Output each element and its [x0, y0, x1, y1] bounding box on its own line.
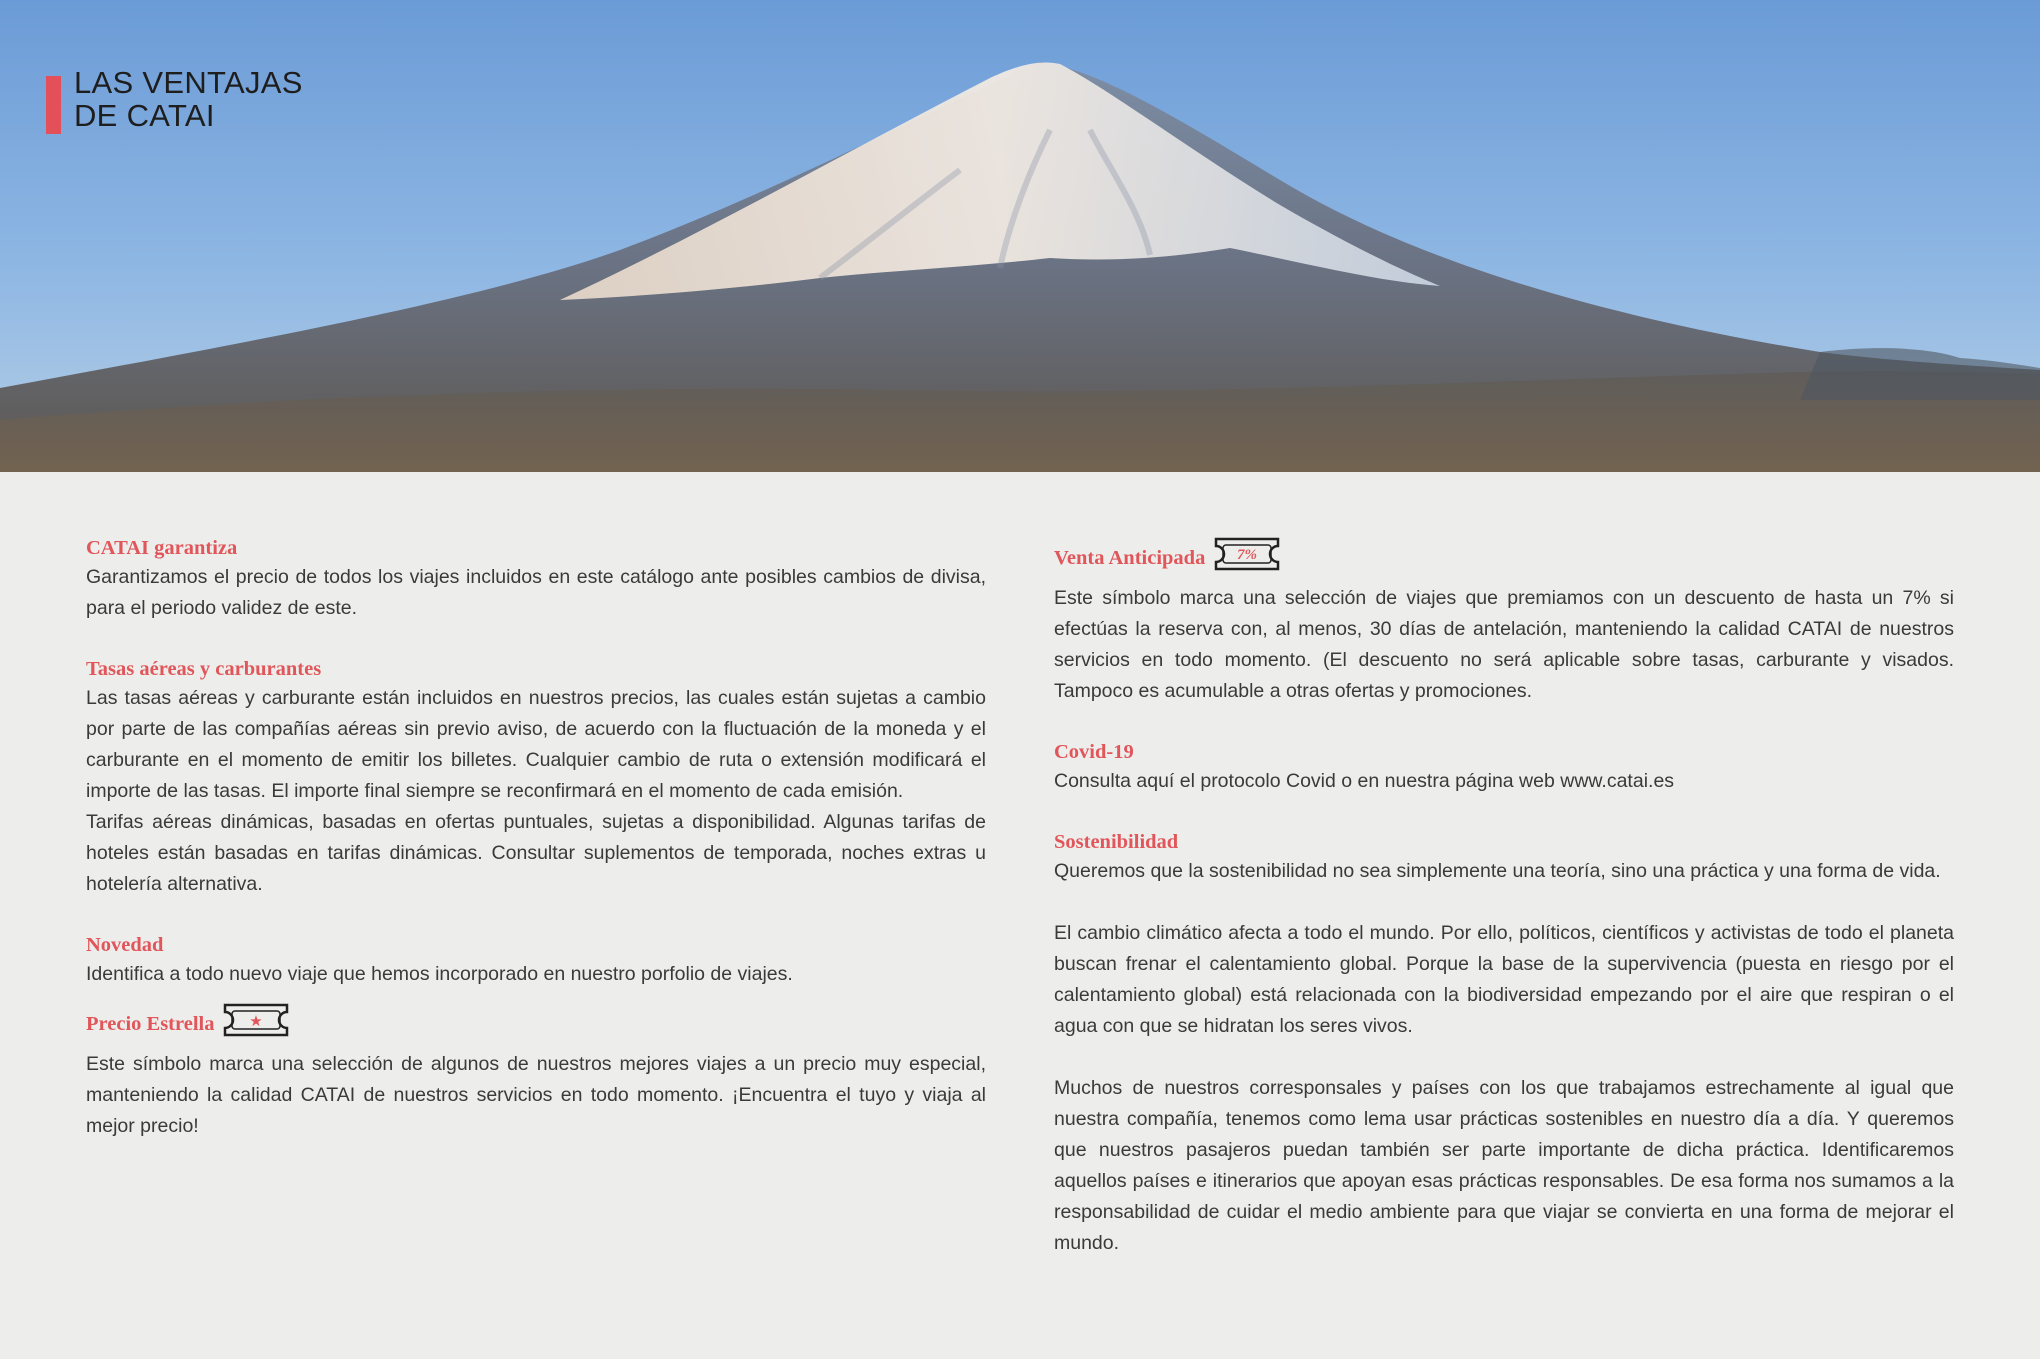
text-sostenibilidad-2: El cambio climático afecta a todo el mundo. Por ello, políticos, científicos y activistas de todo el planeta buscan frenar el calentamiento global. Porque la base de la supervivencia (puesta en riesgo por el calentamiento global) está relacionada con la biodiversidad empezando por el aire que respiran o el agua con que se hidratan los seres vivos.	[1054, 922, 1954, 1037]
text-garantiza: Garantizamos el precio de todos los viajes incluidos en este catálogo ante posibles cambios de divisa, para el periodo validez de este.	[86, 566, 986, 619]
page-title	[46, 66, 303, 134]
title-line-2: DE CATAI	[74, 98, 215, 133]
section-covid	[1054, 738, 1954, 797]
discount-label: 7%	[1237, 547, 1258, 563]
discount-ticket-icon	[1212, 536, 1282, 580]
section-estrella	[86, 1004, 986, 1142]
heading-covid: Covid-19	[1054, 741, 1134, 763]
star-glyph: ★	[249, 1012, 264, 1030]
right-column	[1054, 538, 1954, 1290]
text-venta: Este símbolo marca una selección de viajes que premiamos con un descuento de hasta un 7% si efectúas la reserva con, al menos, 30 días de antelación, manteniendo la calidad CATAI de nuestros servicios en todo momento. (El descuento no será aplicable sobre tasas, carburante y visados. Tampoco es acumulable a otras ofertas y promociones.	[1054, 587, 1954, 702]
heading-venta: Venta Anticipada	[1054, 547, 1206, 569]
title-accent-bar	[46, 76, 61, 134]
title-line-1: LAS VENTAJAS	[74, 65, 303, 100]
left-column	[86, 534, 986, 1173]
text-sostenibilidad-1: Queremos que la sostenibilidad no sea simplemente una teoría, sino una práctica y una forma de vida.	[1054, 860, 1941, 882]
section-sostenibilidad	[1054, 828, 1954, 1259]
section-novedad	[86, 931, 986, 990]
heading-novedad: Novedad	[86, 934, 164, 956]
section-garantiza	[86, 534, 986, 624]
text-covid: Consulta aquí el protocolo Covid o en nuestra página web www.catai.es	[1054, 770, 1675, 792]
text-tasas-2: Tarifas aéreas dinámicas, basadas en ofertas puntuales, sujetas a disponibilidad. Algunas tarifas de hoteles están basadas en tarifas dinámicas. Consultar suplementos de temporada, noches extras u hotelería alternativa.	[86, 811, 986, 895]
text-estrella: Este símbolo marca una selección de algunos de nuestros mejores viajes a un precio muy especial, manteniendo la calidad CATAI de nuestros servicios en todo momento. ¡Encuentra el tuyo y viaja al mejor precio!	[86, 1053, 986, 1137]
heading-estrella: Precio Estrella	[86, 1013, 215, 1035]
heading-tasas: Tasas aéreas y carburantes	[86, 658, 322, 680]
section-venta	[1054, 538, 1954, 707]
text-sostenibilidad-3: Muchos de nuestros corresponsales y países con los que trabajamos estrechamente al igual que nuestra compañía, tenemos como lema usar prácticas sostenibles en nuestro día a día. Y queremos que nuestros pasajeros puedan también ser parte importante de dicha práctica. Identificaremos aquellos países e itinerarios que apoyan esas prácticas responsables. De esa forma nos sumamos a la responsabilidad de cuidar el medio ambiente para que viajar se convierta en una forma de mejorar el mundo.	[1054, 1077, 1954, 1254]
hero-mount-fuji-photo	[0, 0, 2040, 472]
text-tasas-1: Las tasas aéreas y carburante están incluidos en nuestros precios, las cuales están sujetas a cambio por parte de las compañías aéreas sin previo aviso, de acuerdo con la fluctuación de la moneda y el carburante en el momento de emitir los billetes. Cualquier cambio de ruta o extensión modificará el importe de las tasas. El importe final siempre se reconfirmará en el momento de cada emisión.	[86, 687, 986, 802]
heading-sostenibilidad: Sostenibilidad	[1054, 831, 1179, 853]
text-novedad: Identifica a todo nuevo viaje que hemos incorporado en nuestro porfolio de viajes.	[86, 963, 793, 985]
heading-garantiza: CATAI garantiza	[86, 537, 238, 559]
section-tasas	[86, 655, 986, 900]
mountain-illustration	[0, 0, 2040, 472]
star-ticket-icon	[221, 1002, 291, 1046]
